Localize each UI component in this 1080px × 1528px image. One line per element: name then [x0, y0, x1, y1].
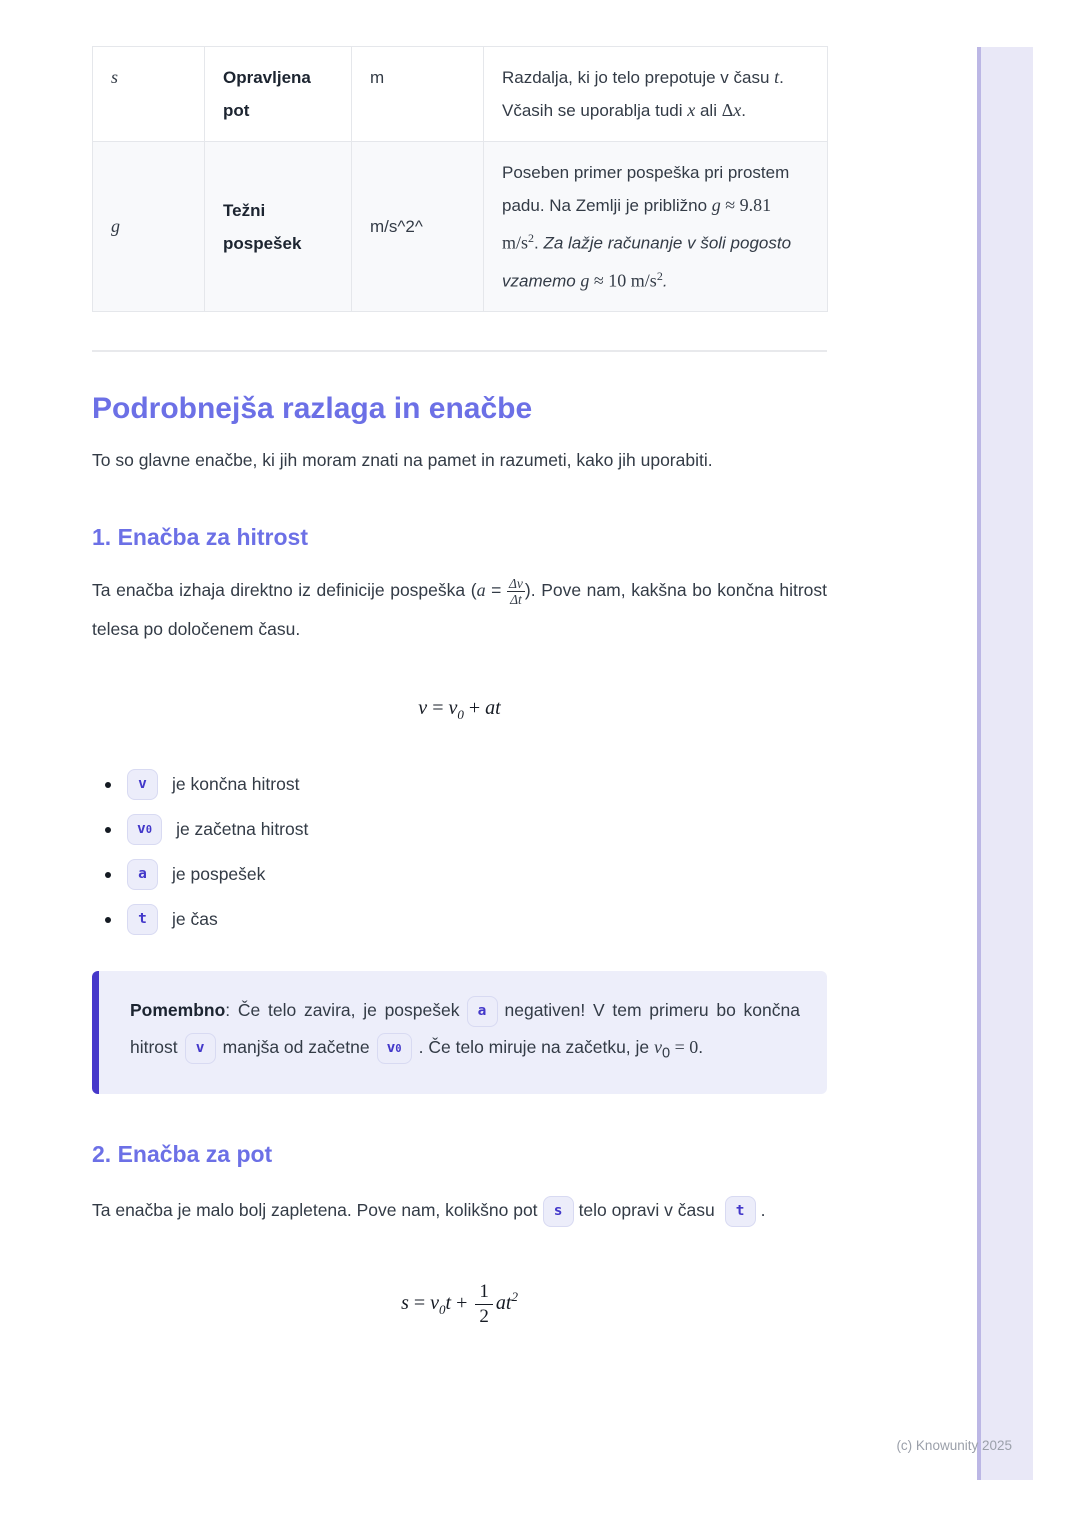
- math-operator: =: [408, 1291, 431, 1314]
- inline-code-badge: [127, 859, 158, 890]
- math-symbol: s: [111, 67, 119, 87]
- section-divider: [92, 350, 827, 352]
- desc-text: ali: [695, 101, 722, 120]
- inline-code-badge: [127, 904, 158, 935]
- fraction-numerator: Δv: [508, 575, 523, 591]
- list-item-text: je pospešek: [172, 864, 266, 885]
- table-row-s: [93, 47, 828, 142]
- name-cell: Težni pospešek: [205, 142, 352, 312]
- fraction-denominator: Δt: [510, 592, 522, 608]
- description-cell: [484, 47, 828, 142]
- badge-text: v: [137, 821, 146, 838]
- callout-text: negativen! V tem primeru bo končna hitrost: [130, 1000, 800, 1058]
- math-superscript: 2: [528, 231, 535, 245]
- bullet-icon: [105, 827, 111, 833]
- fraction-denominator: 2: [479, 1305, 489, 1327]
- math-var: v: [418, 697, 428, 720]
- list-item-text: je začetna hitrost: [176, 819, 309, 840]
- desc-italic-text: .: [662, 271, 668, 291]
- inline-code-badge: v: [185, 1033, 216, 1064]
- math-var: t: [774, 67, 780, 87]
- bullet-icon: [105, 917, 111, 923]
- paragraph-text: Ta enačba izhaja direktno iz definicije pospeška (: [92, 580, 477, 601]
- badge-text: t: [138, 911, 147, 928]
- desc-text: .: [534, 233, 544, 253]
- desc-text: Razdalja, ki jo telo prepotuje v času: [502, 68, 775, 87]
- page-footer: (c) Knowunity 2025: [896, 1438, 1012, 1453]
- section-heading: Podrobnejša razlaga in enačbe: [92, 392, 533, 426]
- math-var: g: [580, 270, 590, 291]
- variable-list: [92, 769, 827, 935]
- desc-text: Poseben primer pospeška pri prostem padu. Na Zemlji je približno: [502, 163, 790, 215]
- math-var: a: [476, 580, 486, 601]
- math-var: g: [711, 195, 721, 215]
- list-item: [92, 859, 827, 890]
- inline-code-badge: a: [467, 996, 498, 1027]
- unit-cell: m/s^2^: [352, 142, 484, 312]
- math-operator: =: [485, 580, 507, 601]
- math-superscript: 2: [511, 1289, 518, 1304]
- bullet-icon: [105, 782, 111, 788]
- math-value: ≈ 10 m/s: [589, 270, 657, 291]
- bullet-icon: [105, 872, 111, 878]
- desc-text: . Včasih se uporablja tudi: [502, 68, 784, 120]
- math-value: ≈ 9.81 m/s: [502, 195, 772, 253]
- symbol-cell: [93, 142, 205, 312]
- distance-paragraph: [92, 1188, 827, 1232]
- desc-italic-text: Za lažje računanje v šoli pogosto vzamemo: [502, 233, 792, 291]
- callout-text: .: [698, 1037, 704, 1058]
- paragraph-text: ). Pove nam, kakšna bo končna hitrost telesa po določenem času.: [92, 580, 827, 640]
- name-cell: Opravljena pot: [205, 47, 352, 142]
- math-subscript: 0: [439, 1301, 446, 1317]
- list-item-text: je čas: [172, 909, 218, 930]
- document-page: [92, 0, 827, 1328]
- fraction-numerator: 1: [475, 1280, 493, 1305]
- desc-text: .: [741, 101, 747, 120]
- description-cell: [484, 142, 828, 312]
- paragraph-text: .: [760, 1199, 766, 1220]
- math-symbol: g: [111, 216, 120, 237]
- math-var: x: [733, 100, 742, 120]
- table-row-g: [93, 142, 828, 312]
- subsection-2-heading: 2. Enačba za pot: [92, 1140, 273, 1167]
- math-operator: =: [427, 697, 449, 720]
- badge-text: a: [138, 866, 147, 883]
- math-var: v: [654, 1037, 663, 1058]
- callout-text: : Če telo zavira, je pospešek: [225, 1000, 460, 1021]
- math-var: x: [687, 100, 696, 120]
- inline-code-badge: t: [725, 1196, 756, 1227]
- math-var: at: [485, 697, 501, 720]
- inline-code-badge: [127, 814, 162, 845]
- display-fraction: [475, 1280, 493, 1329]
- math-var: s: [401, 1291, 409, 1314]
- callout-text: manjša od začetne: [222, 1037, 370, 1058]
- math-operator: +: [463, 697, 486, 720]
- inline-code-badge: s: [543, 1196, 574, 1227]
- math-value: = 0: [670, 1037, 699, 1058]
- math-subscript: 0: [457, 707, 464, 723]
- list-item: [92, 769, 827, 800]
- math-subscript: 0: [662, 1045, 671, 1062]
- subsection-1-heading: 1. Enačba za hitrost: [92, 524, 309, 551]
- distance-formula: [92, 1280, 827, 1329]
- math-var: t: [445, 1291, 452, 1314]
- callout-text: . Če telo miruje na začetku, je: [418, 1037, 655, 1058]
- badge-subscript: 0: [145, 824, 153, 837]
- list-item-text: je končna hitrost: [172, 774, 300, 795]
- badge-subscript: 0: [395, 1043, 402, 1056]
- callout-label: Pomembno: [130, 1000, 226, 1021]
- page-edge-strip: [977, 47, 1033, 1480]
- math-delta: Δ: [721, 100, 734, 120]
- badge-text: v: [386, 1040, 396, 1057]
- unit-cell: m: [352, 47, 484, 142]
- badge-text: v: [138, 776, 147, 793]
- velocity-formula: [92, 697, 827, 723]
- velocity-paragraph: [92, 571, 827, 649]
- symbol-cell: [93, 47, 205, 142]
- inline-code-badge: [127, 769, 158, 800]
- paragraph-text: Ta enačba je malo bolj zapletena. Pove nam, kolikšno pot: [92, 1199, 538, 1220]
- math-var: v: [430, 1291, 440, 1314]
- math-var: at: [495, 1291, 512, 1314]
- variables-table: [92, 46, 828, 312]
- math-operator: +: [451, 1291, 473, 1314]
- inline-fraction: [507, 576, 525, 608]
- paragraph-text: telo opravi v času: [578, 1199, 715, 1220]
- important-callout: [92, 971, 827, 1094]
- math-var: v: [448, 697, 458, 720]
- list-item: [92, 814, 827, 845]
- inline-code-badge: [377, 1033, 412, 1064]
- list-item: [92, 904, 827, 935]
- intro-paragraph: To so glavne enačbe, ki jih moram znati na pamet in razumeti, kako jih uporabiti.: [92, 450, 713, 471]
- math-superscript: 2: [656, 268, 663, 283]
